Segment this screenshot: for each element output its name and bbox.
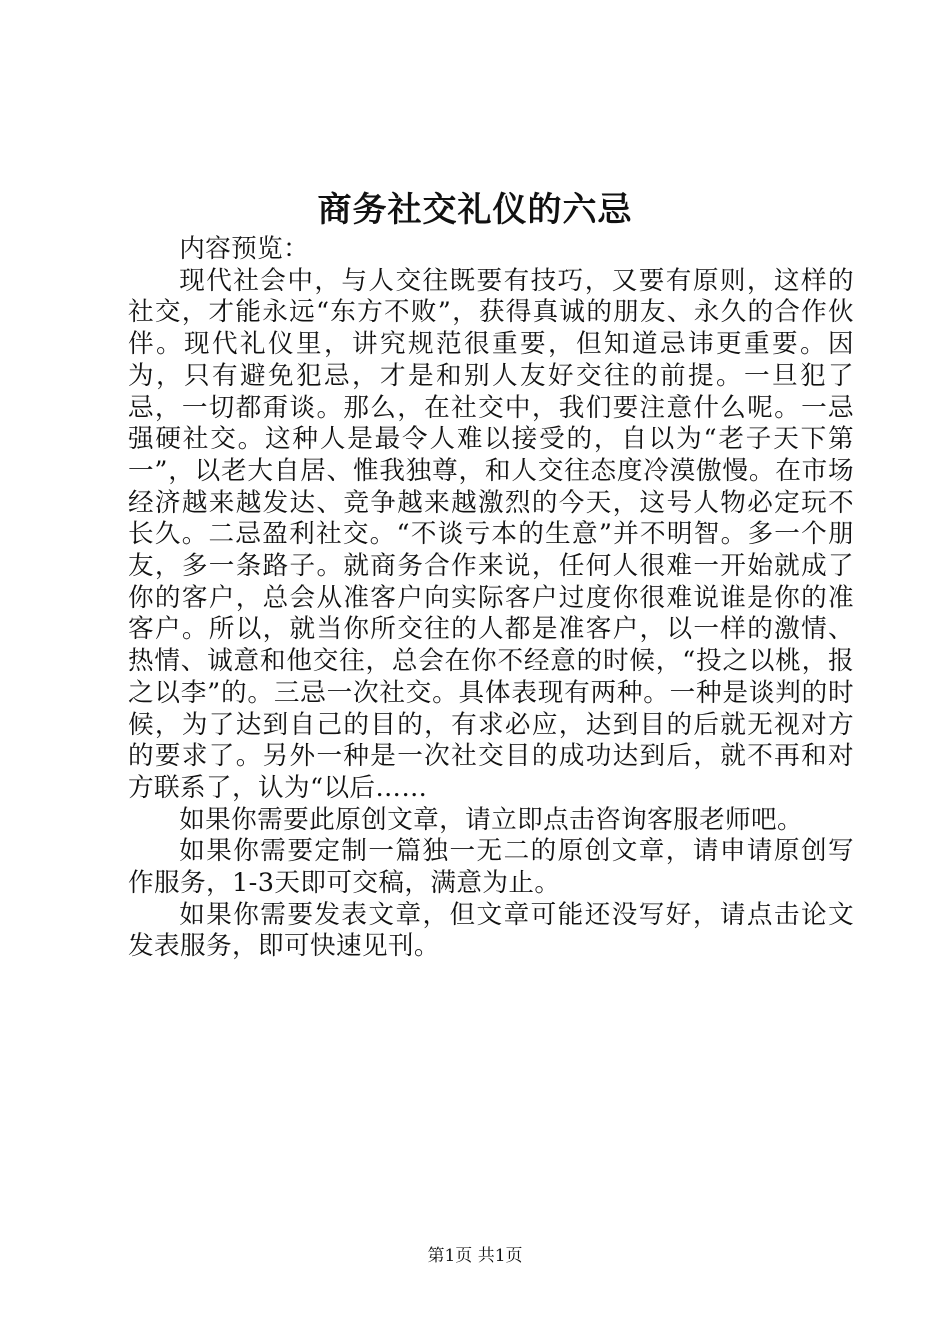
promo-link-consult[interactable]: 如果你需要此原创文章，请立即点击咨询客服老师吧。 — [179, 804, 804, 835]
promo-link-publish[interactable]: 如果你需要发表文章，但文章可能还没写好，请点击论文发表服务，即可快速见刊。 — [128, 899, 854, 962]
page-number: 第1页 共1页 — [427, 1246, 523, 1266]
promo-link-custom-writing[interactable]: 如果你需要定制一篇独一无二的原创文章，请申请原创写作服务，1-3天即可交稿，满意为止。 — [128, 836, 854, 899]
preview-label: 内容预览： — [179, 234, 310, 264]
document-body — [128, 234, 854, 963]
preview-paragraph: 现代社会中，与人交往既要有技巧，又要有原则，这样的社交，才能永远“东方不败”，获得真诚的朋友、永久的合作伙伴。现代礼仪里，讲究规范很重要，但知道忌讳更重要。因为，只有避免犯忌，才是和别人友好交往的前提。一旦犯了忌，一切都甭谈。那么，在社交中，我们要注意什么呢。一忌强硬社交。这种人是最令人难以接受的，自以为“老子天下第一”，以老大自居、惟我独尊，和人交往态度冷漠傲慢。在市场经济越来越发达、竞争越来越激烈的今天，这号人物必定玩不长久。二忌盈利社交。“不谈亏本的生意”并不明智。多一个朋友，多一条路子。就商务合作来说，任何人很难一开始就成了你的客户，总会从准客户向实际客户过度你很难说谁是你的准客户。所以，就当你所交往的人都是准客户，以一样的激情、热情、诚意和他交往，总会在你不经意的时候，“投之以桃，报之以李”的。三忌一次社交。具体表现有两种。一种是谈判的时候，为了达到自己的目的，有求必应，达到目的后就无视对方的要求了。另外一种是一次社交目的成功达到后，就不再和对方联系了，认为“以后…… — [128, 265, 854, 803]
document-title: 商务社交礼仪的六忌 — [317, 190, 633, 230]
